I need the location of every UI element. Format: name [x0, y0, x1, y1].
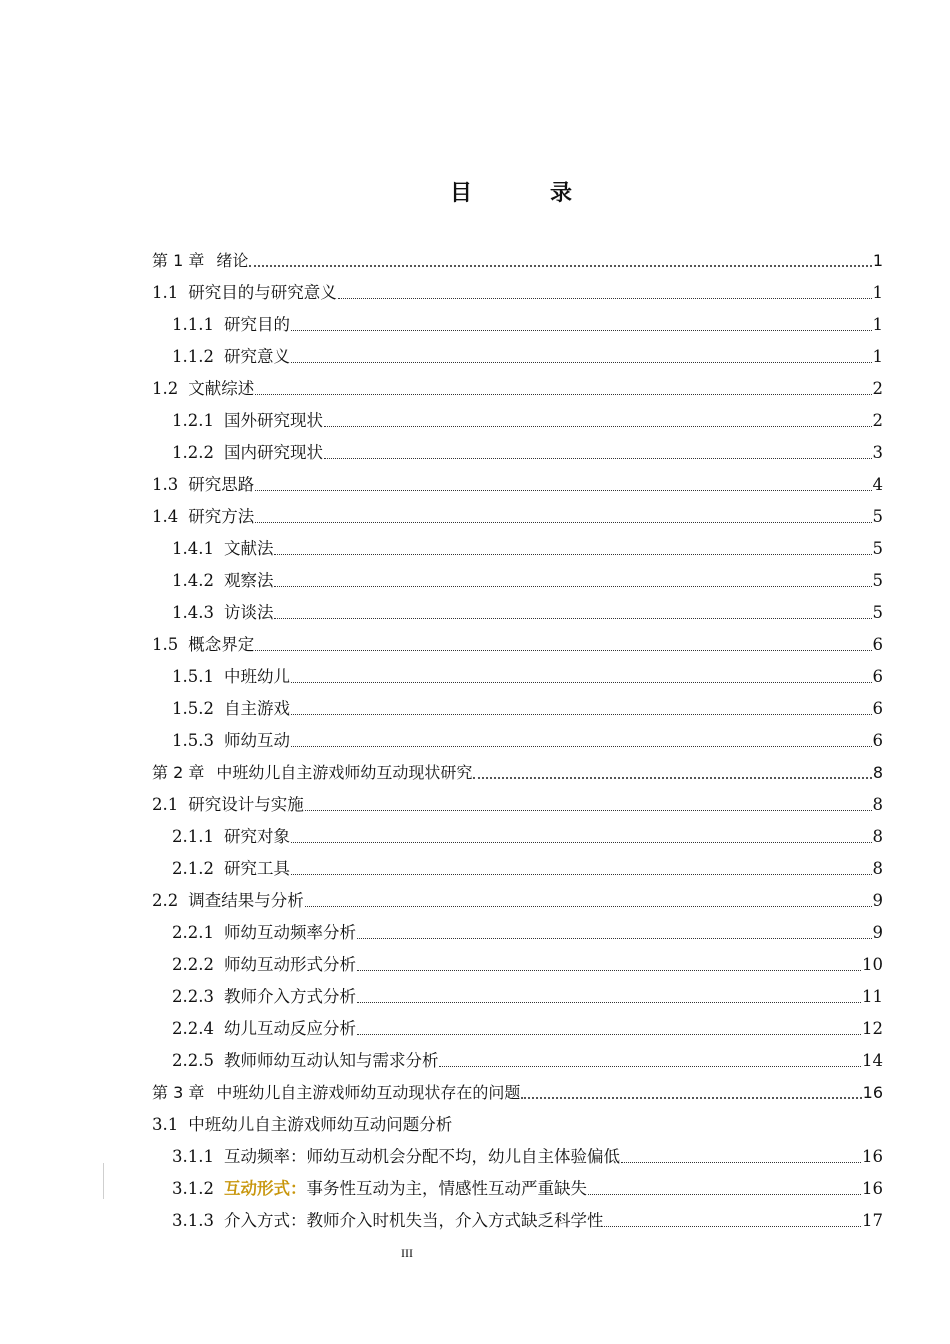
toc-entry-page: 16	[862, 1179, 883, 1198]
toc-entry-highlight: 互动形式：	[223, 1179, 307, 1198]
toc-entry-page: 16	[862, 1147, 883, 1166]
toc-entry-title: 中班幼儿自主游戏师幼互动现状研究	[216, 763, 473, 782]
toc-entry-number: 2.2	[152, 891, 179, 910]
toc-entry-title: 师幼互动	[223, 731, 290, 750]
dot-leader	[604, 1226, 861, 1227]
toc-entry-page: 5	[872, 539, 883, 558]
toc-entry[interactable]	[152, 626, 883, 656]
toc-entry-page: 6	[872, 667, 883, 686]
toc-entry[interactable]	[172, 850, 883, 880]
toc-entry-title: 研究对象	[223, 827, 290, 846]
dot-leader	[249, 265, 871, 267]
toc-entry[interactable]	[172, 914, 883, 944]
toc-entry[interactable]	[172, 1010, 883, 1040]
toc-entry-page: 6	[872, 699, 883, 718]
toc-entry-title: 访谈法	[223, 603, 274, 622]
toc-entry-page: 12	[862, 1019, 883, 1038]
dot-leader	[274, 586, 871, 587]
dot-leader	[588, 1194, 861, 1195]
toc-entry-page: 2	[872, 379, 883, 398]
toc-entry[interactable]	[172, 306, 883, 336]
dot-leader	[521, 1097, 861, 1099]
toc-entry-number: 3.1.1	[172, 1147, 214, 1166]
toc-entry-title: 中班幼儿	[223, 667, 290, 686]
toc-chapter-entry[interactable]	[152, 1074, 883, 1104]
toc-entry-number: 1.4.3	[172, 603, 214, 622]
toc-entry[interactable]	[172, 562, 883, 592]
toc-entry-number: 2.2.1	[172, 923, 214, 942]
dot-leader	[274, 554, 871, 555]
toc-entry-page: 9	[872, 923, 883, 942]
toc-entry-page: 14	[862, 1051, 883, 1070]
dot-leader	[291, 682, 872, 683]
toc-entry-number: 1.1.1	[172, 315, 214, 334]
dot-leader	[291, 362, 872, 363]
toc-entry-page: 17	[862, 1211, 883, 1230]
toc-entry-number: 1.5	[152, 635, 179, 654]
toc-entry-number: 2.2.2	[172, 955, 214, 974]
toc-entry-title: 观察法	[223, 571, 274, 590]
dot-leader	[255, 490, 871, 491]
toc-entry[interactable]	[172, 658, 883, 688]
toc-entry-title: 文献法	[223, 539, 274, 558]
toc-entry-number: 1.2.1	[172, 411, 214, 430]
toc-entry[interactable]	[172, 338, 883, 368]
toc-entry-number: 2.1.1	[172, 827, 214, 846]
toc-entry[interactable]	[172, 722, 883, 752]
toc-entry-number: 第 2 章	[152, 763, 205, 782]
toc-entry-page: 2	[872, 411, 883, 430]
toc-entry-page: 9	[872, 891, 883, 910]
toc-entry-title: 调查结果与分析	[188, 891, 304, 910]
toc-entry-number: 1.3	[152, 475, 179, 494]
dot-leader	[338, 298, 872, 299]
toc-entry-page: 8	[872, 795, 883, 814]
dot-leader	[291, 842, 872, 843]
toc-entry[interactable]	[172, 594, 883, 624]
toc-entry-title: 研究设计与实施	[188, 795, 304, 814]
toc-entry-number: 2.2.5	[172, 1051, 214, 1070]
toc-entry-page: 6	[872, 731, 883, 750]
dot-leader	[255, 522, 871, 523]
dot-leader	[439, 1066, 861, 1067]
toc-entry[interactable]	[152, 274, 883, 304]
toc-entry[interactable]	[172, 690, 883, 720]
toc-entry[interactable]	[152, 498, 883, 528]
toc-entry-page: 5	[872, 603, 883, 622]
dot-leader	[621, 1162, 861, 1163]
dot-leader	[305, 906, 872, 907]
toc-entry-page: 10	[862, 955, 883, 974]
dot-leader	[357, 938, 872, 939]
toc-entry-number: 1.5.2	[172, 699, 214, 718]
toc-entry-number: 3.1.2	[172, 1179, 214, 1198]
toc-entry[interactable]	[152, 786, 883, 816]
dot-leader	[324, 426, 872, 427]
dot-leader	[255, 394, 871, 395]
dot-leader	[291, 874, 872, 875]
toc-entry[interactable]	[152, 370, 883, 400]
toc-entry-title: 自主游戏	[223, 699, 290, 718]
toc-entry-page: 6	[872, 635, 883, 654]
toc-entry-title: 中班幼儿自主游戏师幼互动现状存在的问题	[216, 1083, 521, 1102]
toc-entry-title: 研究工具	[223, 859, 290, 878]
toc-entry-number: 1.2	[152, 379, 179, 398]
dot-leader	[291, 330, 872, 331]
toc-entry[interactable]	[152, 1106, 883, 1136]
toc-entry-page: 5	[872, 571, 883, 590]
toc-entry-title: 教师师幼互动认知与需求分析	[223, 1051, 439, 1070]
toc-entry[interactable]	[172, 402, 883, 432]
toc-entry-number: 3.1	[152, 1115, 179, 1134]
dot-leader	[305, 810, 872, 811]
toc-entry-title: 文献综述	[188, 379, 255, 398]
dot-leader	[291, 746, 872, 747]
toc-entry-title: 研究目的	[223, 315, 290, 334]
toc-entry[interactable]	[172, 434, 883, 464]
dot-leader	[274, 618, 871, 619]
toc-entry-page: 3	[872, 443, 883, 462]
toc-entry-title: 概念界定	[188, 635, 255, 654]
toc-chapter-entry[interactable]	[152, 242, 883, 272]
toc-entry[interactable]	[172, 946, 883, 976]
toc-entry-title: 幼儿互动反应分析	[223, 1019, 356, 1038]
toc-entry-title: 国内研究现状	[223, 443, 323, 462]
dot-leader	[357, 970, 861, 971]
toc-entry[interactable]	[172, 978, 883, 1008]
toc-entry-number: 1.5.3	[172, 731, 214, 750]
toc-entry[interactable]	[172, 1138, 883, 1168]
page-title: 目 录	[449, 181, 600, 206]
toc-entry-number: 1.1.2	[172, 347, 214, 366]
dot-leader	[324, 458, 872, 459]
dot-leader	[357, 1034, 861, 1035]
toc-entry-title: 中班幼儿自主游戏师幼互动问题分析	[188, 1115, 453, 1134]
toc-entry-page: 4	[872, 475, 883, 494]
dot-leader	[255, 650, 871, 651]
toc-entry-page: 1	[872, 347, 883, 366]
toc-entry-number: 第 1 章	[152, 251, 205, 270]
toc-entry-title: 研究方法	[188, 507, 255, 526]
toc-entry-number: 1.1	[152, 283, 179, 302]
dot-leader	[291, 714, 872, 715]
toc-entry-title: 绪论	[216, 251, 249, 270]
toc-entry-number: 1.4	[152, 507, 179, 526]
toc-entry-title: 研究目的与研究意义	[188, 283, 337, 302]
toc-entry[interactable]	[172, 1202, 883, 1232]
toc-entry[interactable]	[172, 1042, 883, 1072]
toc-entry[interactable]	[172, 530, 883, 560]
toc-entry-title: 师幼互动频率分析	[223, 923, 356, 942]
toc-entry-number: 第 3 章	[152, 1083, 205, 1102]
toc-entry-number: 1.4.2	[172, 571, 214, 590]
toc-entry-number: 2.1.2	[172, 859, 214, 878]
toc-entry-number: 1.5.1	[172, 667, 214, 686]
toc-entry-title: 国外研究现状	[223, 411, 323, 430]
toc-entry-number: 2.1	[152, 795, 179, 814]
toc-entry-title: 互动频率：师幼互动机会分配不均，幼儿自主体验偏低	[223, 1147, 620, 1166]
toc-entry[interactable]	[152, 466, 883, 496]
dot-leader	[473, 777, 871, 779]
toc-entry-page: 8	[872, 827, 883, 846]
toc-entry-number: 2.2.4	[172, 1019, 214, 1038]
toc-entry-page: 8	[872, 859, 883, 878]
toc-entry[interactable]	[152, 882, 883, 912]
toc-entry-page: 1	[872, 315, 883, 334]
toc-entry-title: 师幼互动形式分析	[223, 955, 356, 974]
toc-entry-page: 1	[872, 251, 883, 270]
toc-entry-number: 2.2.3	[172, 987, 214, 1006]
toc-entry-number: 3.1.3	[172, 1211, 214, 1230]
toc-entry-title: 事务性互动为主，情感性互动严重缺失	[306, 1179, 587, 1198]
toc-chapter-entry[interactable]	[152, 754, 883, 784]
toc-entry-title: 介入方式：教师介入时机失当，介入方式缺乏科学性	[223, 1211, 604, 1230]
toc-entry-title: 教师介入方式分析	[223, 987, 356, 1006]
toc-entry-page: 5	[872, 507, 883, 526]
toc-entry-title: 研究思路	[188, 475, 255, 494]
toc-entry-page: 11	[862, 987, 883, 1006]
revision-mark	[103, 1163, 104, 1199]
toc-entry-number: 1.4.1	[172, 539, 214, 558]
page-number: III	[401, 1246, 413, 1260]
toc-entry[interactable]	[172, 1170, 883, 1200]
toc-entry[interactable]	[172, 818, 883, 848]
dot-leader	[357, 1002, 861, 1003]
toc-entry-title: 研究意义	[223, 347, 290, 366]
toc-entry-number: 1.2.2	[172, 443, 214, 462]
toc-entry-page: 16	[862, 1083, 883, 1102]
toc-entry-page: 8	[872, 763, 883, 782]
toc-entry-page: 1	[872, 283, 883, 302]
